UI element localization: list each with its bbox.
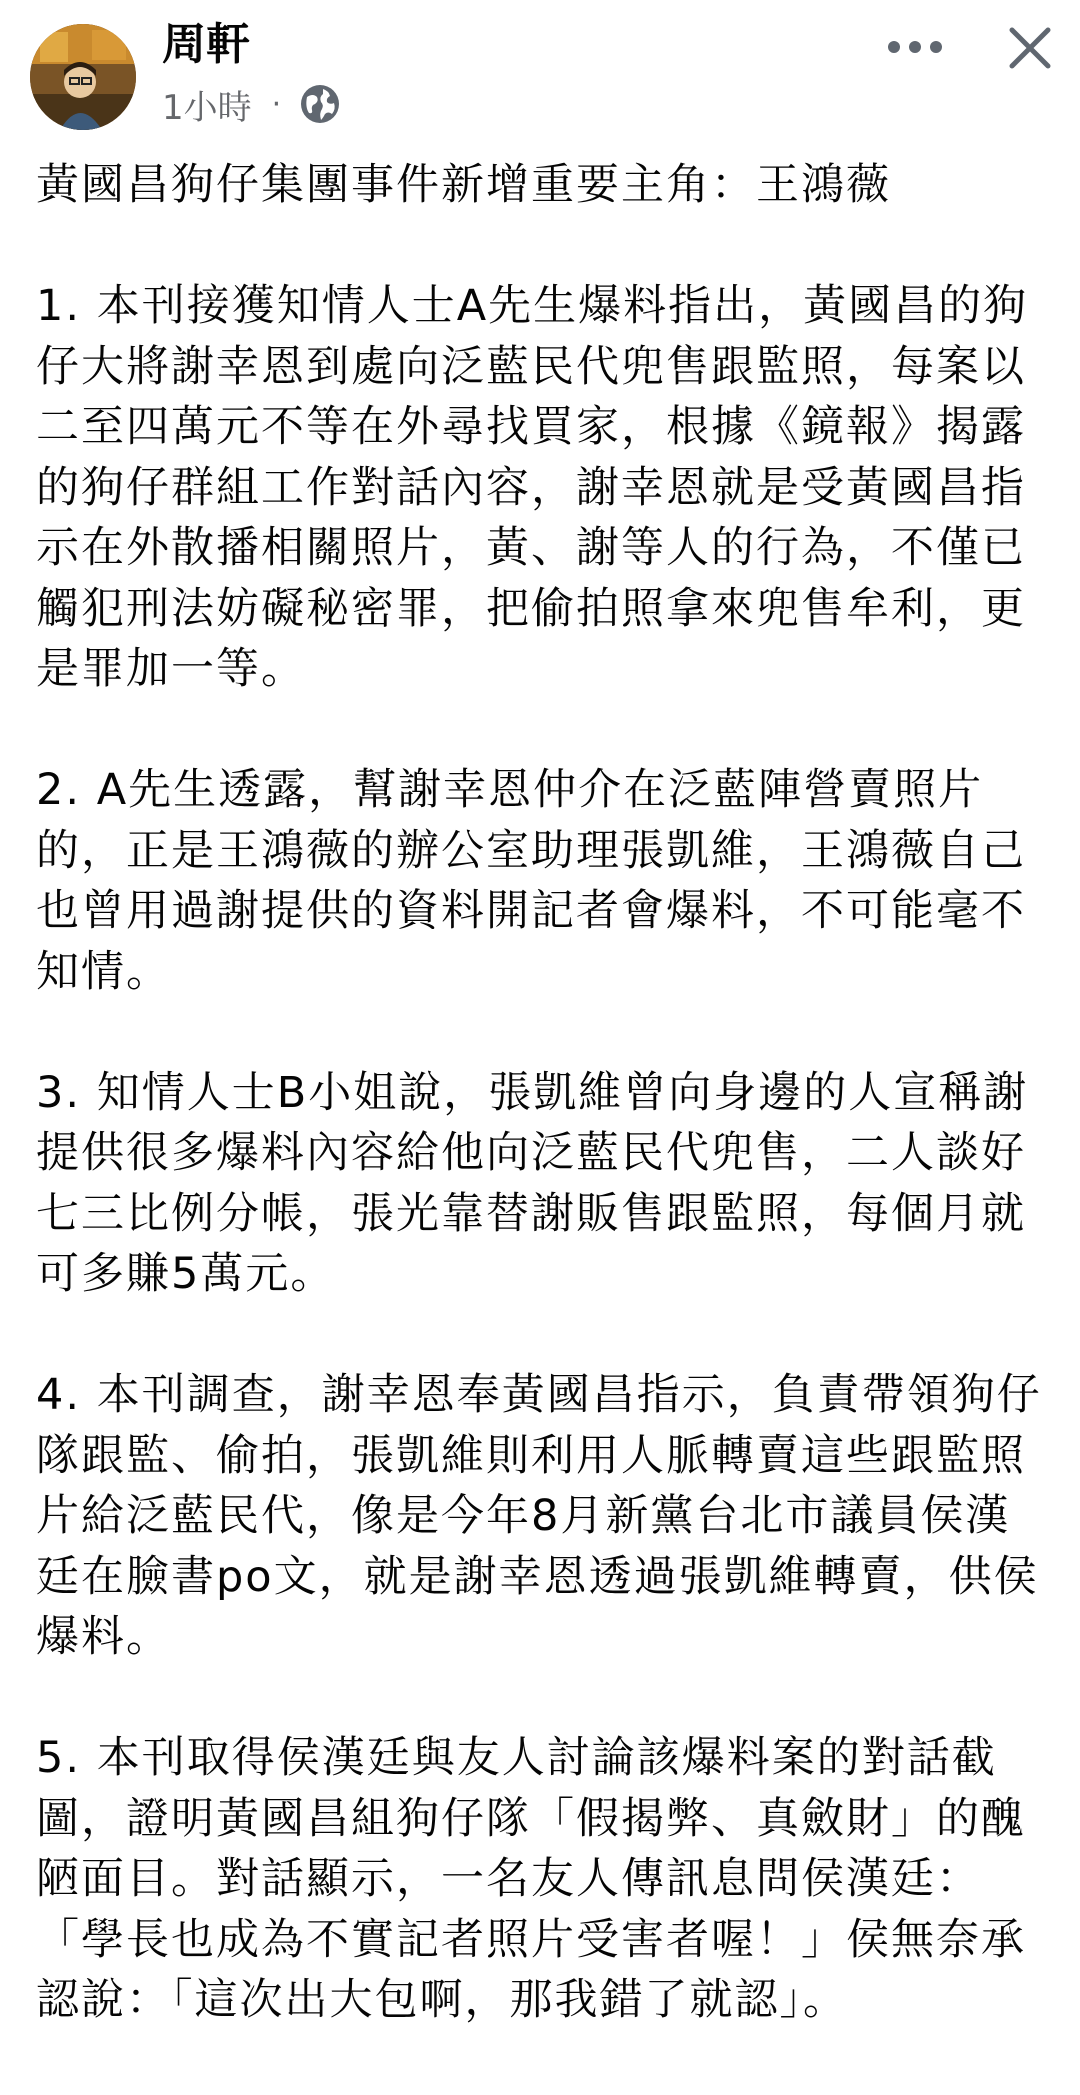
globe-icon[interactable] (299, 83, 341, 125)
post-paragraph: 5. 本刊取得侯漢廷與友人討論該爆料案的對話截圖，證明黃國昌組狗仔隊「假揭弊、真斂財」的醜陋面目。對話顯示，一名友人傳訊息問侯漢廷：「學長也成為不實記者照片受害者喔！」侯無奈承認說：「這次出大包啊，那我錯了就認」。 (36, 1733, 1026, 2025)
post-meta (162, 82, 341, 126)
post-timestamp[interactable]: 1小時 (162, 87, 252, 128)
post-header (0, 0, 1080, 150)
more-icon (887, 40, 943, 54)
avatar[interactable] (30, 24, 136, 130)
author-name[interactable]: 周軒 (162, 19, 250, 70)
post-paragraph: 1. 本刊接獲知情人士A先生爆料指出，黃國昌的狗仔大將謝幸恩到處向泛藍民代兜售跟監照，每案以二至四萬元不等在外尋找買家，根據《鏡報》揭露的狗仔群組工作對話內容，謝幸恩就是受黃國昌指示在外散播相關照片，黃、謝等人的行為，不僅已觸犯刑法妨礙秘密罪，把偷拍照拿來兜售牟利，更是罪加一等。 (36, 281, 1029, 694)
post-paragraph: 4. 本刊調查，謝幸恩奉黃國昌指示，負責帶領狗仔隊跟監、偷拍，張凱維則利用人脈轉賣這些跟監照片給泛藍民代，像是今年8月新黨台北市議員侯漢廷在臉書po文，就是謝幸恩透過張凱維轉賣，供侯爆料。 (36, 1370, 1042, 1662)
close-icon (1008, 26, 1052, 70)
more-options-button[interactable] (880, 22, 950, 72)
post-headline: 黃國昌狗仔集團事件新增重要主角：王鴻薇 (36, 160, 891, 210)
post-body (36, 155, 1046, 2091)
avatar-image (30, 24, 136, 130)
post-paragraph: 3. 知情人士B小姐說，張凱維曾向身邊的人宣稱謝提供很多爆料內容給他向泛藍民代兜售，二人談好七三比例分帳，張光靠替謝販售跟監照，每個月就可多賺5萬元。 (36, 1067, 1029, 1299)
post-paragraph: 2. A先生透露，幫謝幸恩仲介在泛藍陣營賣照片的，正是王鴻薇的辦公室助理張凱維，王鴻薇自己也曾用過謝提供的資料開記者會爆料，不可能毫不知情。 (36, 765, 1026, 997)
meta-separator: · (271, 86, 282, 122)
close-button[interactable] (1000, 18, 1060, 78)
